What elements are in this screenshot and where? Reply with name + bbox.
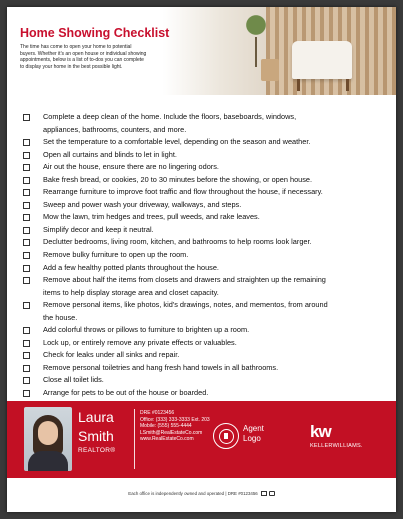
- checklist-item: [23, 299, 383, 312]
- checklist-item-text: Simplify decor and keep it neutral.: [43, 224, 154, 234]
- agent-logo-line: Agent: [243, 424, 264, 433]
- agent-contact: [140, 410, 210, 443]
- kw-logo: kw: [310, 422, 331, 441]
- agent-office-phone[interactable]: Office: (333) 333-3333 Ext. 203: [140, 416, 210, 423]
- chair-leg-left: [297, 79, 300, 91]
- checklist-item: [23, 186, 383, 199]
- checklist-item-text: items to help display storage area and closet capacity.: [43, 287, 219, 297]
- checklist-item-text: Arrange for pets to be out of the house or boarded.: [43, 388, 209, 398]
- checklist-item-text: Remove bulky furniture to open up the room.: [43, 250, 189, 260]
- checklist-item-text: Complete a deep clean of the home. Include the floors, baseboards, windows,: [43, 112, 297, 121]
- agent-photo: [24, 407, 72, 471]
- checklist-item-text: Add a few healthy potted plants throughout the house.: [43, 262, 219, 272]
- checklist-item: [23, 111, 383, 124]
- agent-role: REALTOR®: [78, 447, 116, 454]
- checkbox[interactable]: [23, 377, 30, 384]
- checkbox[interactable]: [23, 139, 30, 146]
- agent-logo-icon: [213, 423, 239, 449]
- checklist-item-text: Sweep and power wash your driveway, walkways, and steps.: [43, 199, 242, 209]
- checkbox[interactable]: [23, 277, 30, 284]
- checkbox[interactable]: [23, 252, 30, 259]
- checklist-item-continued: [23, 124, 383, 137]
- checklist-item-text: Declutter bedrooms, living room, kitchen, and bathrooms to help rooms look larger.: [43, 237, 312, 247]
- intro-line: The time has come to open your home to potential: [20, 44, 132, 50]
- checklist-item: [23, 149, 383, 162]
- checklist-item-continued: [23, 287, 383, 300]
- checklist-item-text: Add colorful throws or pillows to furniture to brighten up a room.: [43, 325, 250, 335]
- checklist-item-text: Mow the lawn, trim hedges and trees, pull weeds, and rake leaves.: [43, 212, 260, 222]
- checkbox[interactable]: [23, 114, 30, 121]
- armchair: [292, 41, 352, 79]
- intro-line: buyers. Whether it's an open house or individual showing: [20, 50, 147, 57]
- checklist-item: [23, 236, 383, 249]
- side-table: [261, 59, 279, 81]
- checklist-item-text: Rearrange furniture to improve foot traffic and flow throughout the house, if necessary.: [43, 187, 323, 197]
- checkbox[interactable]: [23, 214, 30, 221]
- agent-email[interactable]: LSmith@RealEstateCo.com: [140, 429, 203, 436]
- checkbox[interactable]: [23, 390, 30, 397]
- flyer-page: [7, 7, 396, 512]
- agent-license: DRE #0123456: [140, 410, 175, 416]
- checklist-item: [23, 349, 383, 362]
- checklist-item-text: appliances, bathrooms, counters, and more.: [43, 124, 187, 134]
- checklist-item-continued: [23, 312, 383, 325]
- agent-website[interactable]: www.RealEstateCo.com: [140, 436, 194, 443]
- chair-leg-right: [346, 79, 349, 91]
- checklist-item: [23, 174, 383, 187]
- checkbox[interactable]: [23, 152, 30, 159]
- checkbox[interactable]: [23, 239, 30, 246]
- footer-divider: [134, 409, 135, 469]
- checkbox[interactable]: [23, 327, 30, 334]
- checklist-item-text: Open all curtains and blinds to let in light.: [43, 149, 177, 159]
- intro-line: appointments, below is a list of to-dos you can complete: [20, 57, 144, 64]
- checklist-item: [23, 262, 383, 275]
- checklist-item: [23, 374, 383, 387]
- checklist-item: [23, 362, 383, 375]
- checklist-item-text: Lock up, or entirely remove any private effects or valuables.: [43, 337, 237, 347]
- equal-housing-icon: [261, 491, 267, 496]
- checklist-item-text: the house.: [43, 312, 78, 322]
- agent-footer: [7, 401, 396, 478]
- checkbox[interactable]: [23, 189, 30, 196]
- checkbox[interactable]: [23, 177, 30, 184]
- plant-stem: [255, 37, 257, 67]
- checklist-item-text: Remove personal items, like photos, kid's drawings, notes, and mementos, from around: [43, 300, 328, 310]
- checklist-item: [23, 136, 383, 149]
- page-title: Home Showing Checklist: [20, 26, 170, 40]
- checklist-item: [23, 337, 383, 350]
- checkbox[interactable]: [23, 352, 30, 359]
- disclaimer-text: Each office is independently owned and operated | DRE #0123456: [128, 491, 258, 496]
- intro-line: to display your home in the best possible light.: [20, 63, 123, 70]
- checkbox[interactable]: [23, 227, 30, 234]
- checklist-item-text: Set the temperature to a comfortable level, depending on the season and weather.: [43, 137, 311, 147]
- checklist-item: [23, 161, 383, 174]
- kw-brand-name: KELLERWILLIAMS.: [310, 443, 363, 449]
- agent-logo-line: Logo: [243, 434, 261, 443]
- checklist-item-text: Remove about half the items from closets and drawers and straighten up the remaining: [43, 275, 326, 285]
- checkbox[interactable]: [23, 265, 30, 272]
- checkbox[interactable]: [23, 340, 30, 347]
- agent-first-name: Laura: [78, 409, 114, 425]
- realtor-mls-icon: [269, 491, 275, 496]
- checklist-item: [23, 211, 383, 224]
- checklist-item: [23, 224, 383, 237]
- checklist-item-text: Bake fresh bread, or cookies, 20 to 30 minutes before the showing, or open house.: [43, 174, 313, 184]
- checklist-item-text: Check for leaks under all sinks and repair.: [43, 350, 180, 360]
- checklist: [23, 111, 383, 400]
- agent-mobile-phone[interactable]: Mobile: (555) 555-4444: [140, 423, 192, 430]
- checkbox[interactable]: [23, 365, 30, 372]
- checkbox[interactable]: [23, 164, 30, 171]
- checkbox[interactable]: [23, 202, 30, 209]
- checklist-item: [23, 249, 383, 262]
- checkbox[interactable]: [23, 302, 30, 309]
- agent-photo-face: [38, 421, 58, 445]
- checklist-item-text: Air out the house, ensure there are no lingering odors.: [43, 162, 219, 172]
- checklist-item: [23, 199, 383, 212]
- checklist-item: [23, 324, 383, 337]
- agent-last-name: Smith: [78, 428, 114, 444]
- checklist-item-text: Remove personal toiletries and hang fresh hand towels in all bathrooms.: [43, 362, 279, 372]
- intro-text: [20, 44, 235, 70]
- agent-photo-shoulders: [28, 451, 68, 471]
- checklist-item: [23, 387, 383, 400]
- checklist-item: [23, 274, 383, 287]
- disclaimer: [7, 491, 396, 496]
- checklist-item-text: Close all toilet lids.: [43, 375, 104, 385]
- agent-logo-text: [243, 424, 264, 444]
